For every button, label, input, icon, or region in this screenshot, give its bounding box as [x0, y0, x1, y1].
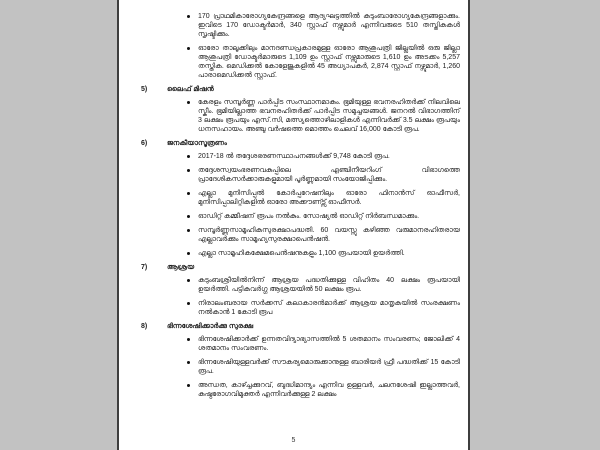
section-peoples-planning [141, 139, 460, 258]
bullet-text: 170 പ്രാഥമികാരോഗ്യകേന്ദ്രങ്ങളെ ആദ്യഘട്ടത്തിൽ കുടുംബാരോഗ്യകേന്ദ്രങ്ങളാക്കും. ഇവിടെ 170 ഡോക്ടർമാർ, 340 സ്റ്റാഫ് നഴ്സുമാർ എന്നിവരുടെ 510 തസ്തികകൾ സൃഷ്ടിക്കും. [198, 13, 460, 38]
bullet-icon [187, 338, 190, 341]
section-title: ജനകീയാസൂത്രണം [167, 140, 227, 147]
bullet-icon [187, 155, 190, 158]
section-heading [141, 263, 460, 272]
bullet-icon [187, 169, 190, 172]
list-item [187, 12, 460, 39]
bullet-icon [187, 192, 190, 195]
list-item [187, 249, 460, 258]
bullet-list [187, 276, 460, 317]
bullet-icon [187, 215, 190, 218]
page-content [119, 0, 468, 435]
section-differently-abled-security [141, 322, 460, 399]
list-item [187, 335, 460, 353]
section-heading [141, 139, 460, 148]
section-heading [141, 322, 460, 331]
bullet-icon [187, 229, 190, 232]
bullet-text: കുടുംബശ്രീയിൽനിന്ന് ആശ്രയ പദ്ധതിക്കുള്ള വിഹിതം 40 ലക്ഷം രൂപയായി ഉയർത്തി. പട്ടികവർഗ്ഗ ആശ്രയയിൽ 50 ലക്ഷം രൂപ. [198, 277, 460, 293]
section-number: 8) [141, 323, 148, 330]
bullet-icon [187, 47, 190, 50]
list-item [187, 152, 460, 161]
list-item [187, 189, 460, 207]
bullet-text: എല്ലാ മുനിസിപ്പൽ കോർപ്പറേഷനിലും ഓരോ ഫിനാൻസ് ഓഫീസർ, മുനിസിപ്പാലിറ്റികളിൽ ഓരോ അക്കൗണ്ട്സ് ഓഫീസർ. [198, 190, 460, 206]
bullet-list [187, 152, 460, 258]
bullet-icon [187, 252, 190, 255]
bullet-list [187, 335, 460, 399]
list-item [187, 358, 460, 376]
section-number: 5) [141, 86, 148, 93]
list-item [187, 212, 460, 221]
section-number: 6) [141, 140, 148, 147]
bullet-text: ഓരോ താലൂക്കിലും മാനദണ്ഡപ്രകാരമുള്ള ഓരോ ആശുപത്രി ജില്ലയിൽ ഒരു ജില്ലാ ആശുപത്രി ഡോക്ടർമാരുടെ 1,109 ഉം സ്റ്റാഫ് നഴ്സുമാരുടെ 1,610 ഉം അടക്കം 5,257 തസ്തിക. മെഡിക്കൽ കോളേജുകളിൽ 45 അധ്യാപകർ, 2,874 സ്റ്റാഫ് നഴ്സുമാർ, 1,260 പാരാമെഡിക്കൽ സ്റ്റാഫ്. [198, 45, 460, 79]
bullet-icon [187, 361, 190, 364]
section-title: ആശ്രയ [167, 264, 195, 271]
list-item [187, 44, 460, 80]
section-heading [141, 85, 460, 94]
section-life-mission [141, 85, 460, 134]
bullet-icon [187, 384, 190, 387]
bullet-text: നിരാലംബരായ സർക്കസ് കലാകാരൻമാർക്ക് ആശ്രയ മാതൃകയിൽ സംരക്ഷണം നൽകാൻ 1 കോടി രൂപ [198, 300, 460, 316]
bullet-icon [187, 101, 190, 104]
list-item [187, 381, 460, 399]
bullet-text: കേരളം സമ്പൂർണ്ണ പാർപ്പിട സംസ്ഥാനമാകും. ഭൂമിയുള്ള ഭവനരഹിതർക്ക് നിലവിലെ സ്കീം. ഭൂമിയില്ലാത്ത ഭവനരഹിതർക്ക് പാർപ്പിട സമുച്ചയങ്ങൾ. ജനറൽ വിഭാഗത്തിന് 3 ലക്ഷം രൂപയും എസ്.സി, മത്സ്യത്തൊഴിലാളികൾ എന്നിവർക്ക് 3.5 ലക്ഷം രൂപയും ധനസഹായം. അഞ്ചു വർഷത്തെ മൊത്തം ചെലവ് 16,000 കോടി രൂപ. [198, 99, 460, 133]
page-number: 5 [291, 437, 296, 444]
bullet-text: സമ്പൂർണ്ണസാമൂഹികസുരക്ഷാപദ്ധതി. 60 വയസ്സു കഴിഞ്ഞ വരുമാനരഹിതരായ എല്ലാവർക്കും സാമൂഹ്യസുരക്ഷാപെൻഷൻ. [198, 227, 460, 243]
list-item [187, 98, 460, 134]
lead-bullet-list [187, 12, 460, 80]
section-asraya [141, 263, 460, 317]
bullet-text: തദ്ദേശസ്വയംഭരണവകുപ്പിലെ എഞ്ചിനീയറിംഗ് വിഭാഗത്തെ പ്രാദേശികസർക്കാരുകളുമായി പൂർണ്ണമായി സംയോജിപ്പിക്കും. [198, 167, 460, 183]
section-number: 7) [141, 264, 148, 271]
document-page [117, 0, 470, 450]
bullet-icon [187, 279, 190, 282]
list-item [187, 226, 460, 244]
bullet-text: ഭിന്നശേഷിക്കാർക്ക് ഉന്നതവിദ്യാഭ്യാസത്തിൽ 5 ശതമാനം സംവരണം; ജോലിക്ക് 4 ശതമാനം സംവരണം. [198, 336, 460, 352]
section-title: ലൈഫ് മിഷൻ [167, 86, 214, 93]
section-title: ഭിന്നശേഷിക്കാർക്കു സുരക്ഷ [167, 323, 254, 330]
bullet-text: ഭിന്നശേഷിയുള്ളവർക്ക് സൗകര്യമൊരുക്കാനുള്ള ബാരിയർ ഫ്രീ പദ്ധതിക്ക് 15 കോടി രൂപ. [198, 359, 460, 375]
bullet-icon [187, 15, 190, 18]
bullet-text: അന്ധത, കാഴ്ച്ചക്കുറവ്, ബുദ്ധിമാന്ദ്യം എന്നിവ ഉള്ളവർ, ചലനശേഷി ഇല്ലാത്തവർ, കുഷ്ഠരോഗവിമുക്തർ എന്നിവർക്കുള്ള 2 ലക്ഷം [198, 382, 460, 398]
bullet-text: ഓഡിറ്റ് കമ്മീഷന് രൂപം നൽകും. സോഷ്യൽ ഓഡിറ്റ് നിർബന്ധമാക്കും. [198, 213, 420, 220]
bullet-icon [187, 302, 190, 305]
list-item [187, 299, 460, 317]
list-item [187, 166, 460, 184]
list-item [187, 276, 460, 294]
bullet-list [187, 98, 460, 134]
bullet-text: എല്ലാ സാമൂഹികക്ഷേമപെൻഷനുകളും 1,100 രൂപയായി ഉയർത്തി. [198, 250, 405, 257]
bullet-text: 2017-18 ൽ തദ്ദേശഭരണസ്ഥാപനങ്ങൾക്ക് 9,748 കോടി രൂപ. [198, 153, 390, 160]
